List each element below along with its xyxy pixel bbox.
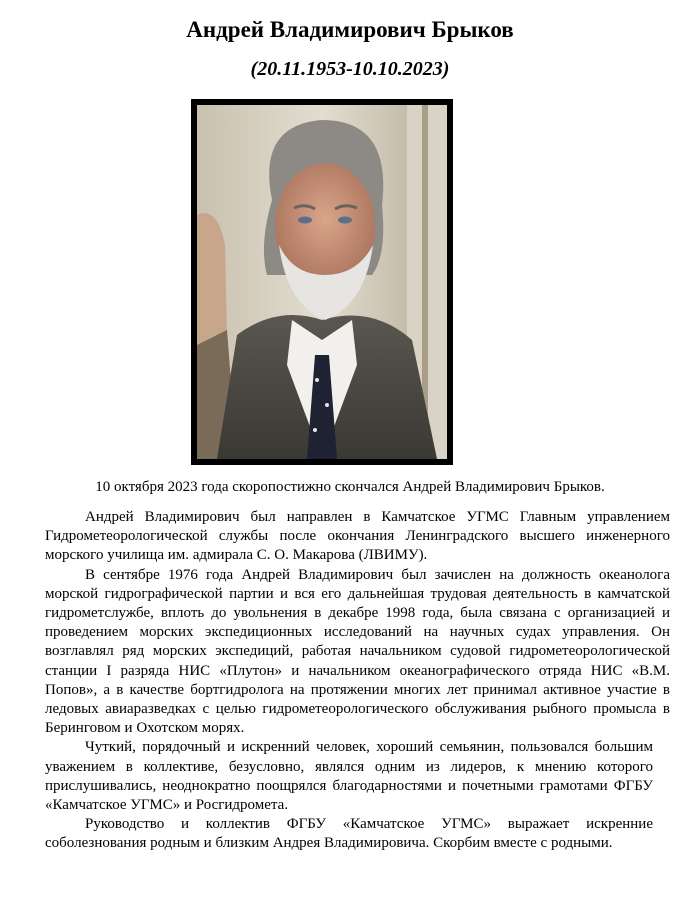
paragraph-career-start: Андрей Владимирович был направлен в Камчатское УГМС Главным управлением Гидрометеорологической службы после окончания Ленинградского высшего инженерного морского училища им. адмирала С. О. Макарова (ЛВИМУ). — [45, 509, 670, 564]
life-dates: (20.11.1953-10.10.2023) — [250, 58, 450, 80]
announcement-caption: 10 октября 2023 года скоропостижно скончался Андрей Владимирович Брыков. — [95, 479, 605, 495]
portrait-photo-icon — [197, 105, 447, 459]
paragraph-character: Чуткий, порядочный и искренний человек, хороший семьянин, пользовался большим уважением в коллективе, безусловно, являлся одним из лидеров, к мнению которого прислушивались, неоднократно поощрялся благодарностями и почетными грамотами ФГБУ «Камчатское УГМС» и Росгидромета. — [45, 739, 653, 814]
person-name: Андрей Владимирович Брыков — [186, 17, 514, 42]
portrait-frame — [191, 99, 453, 465]
obituary-body — [45, 508, 670, 854]
paragraph-career: В сентябре 1976 года Андрей Владимирович был зачислен на должность океанолога морской гидрографической партии и вся его дальнейшая трудовая деятельность в камчатской гидрометслужбе, вплоть до увольнения в декабре 1998 года, была связана с организацией и проведением морских экспедиционных исследований на научных судах управления. Он возглавлял ряд морских экспедиций, работая начальником судовой гидрометеорологической станции I разряда НИС «Плутон» и начальником океанографического отряда НИС «В.М. Попов», а в качестве бортгидролога на протяжении многих лет принимал активное участие в ледовых авиаразведках с целью гидрометеорологического обслуживания рыбного промысла в Беринговом и Охотском морях. — [45, 566, 670, 737]
paragraph-condolences: Руководство и коллектив ФГБУ «Камчатское УГМС» выражает искренние соболезнования родным и близким Андрея Владимировича. Скорбим вместе с родными. — [45, 816, 653, 852]
